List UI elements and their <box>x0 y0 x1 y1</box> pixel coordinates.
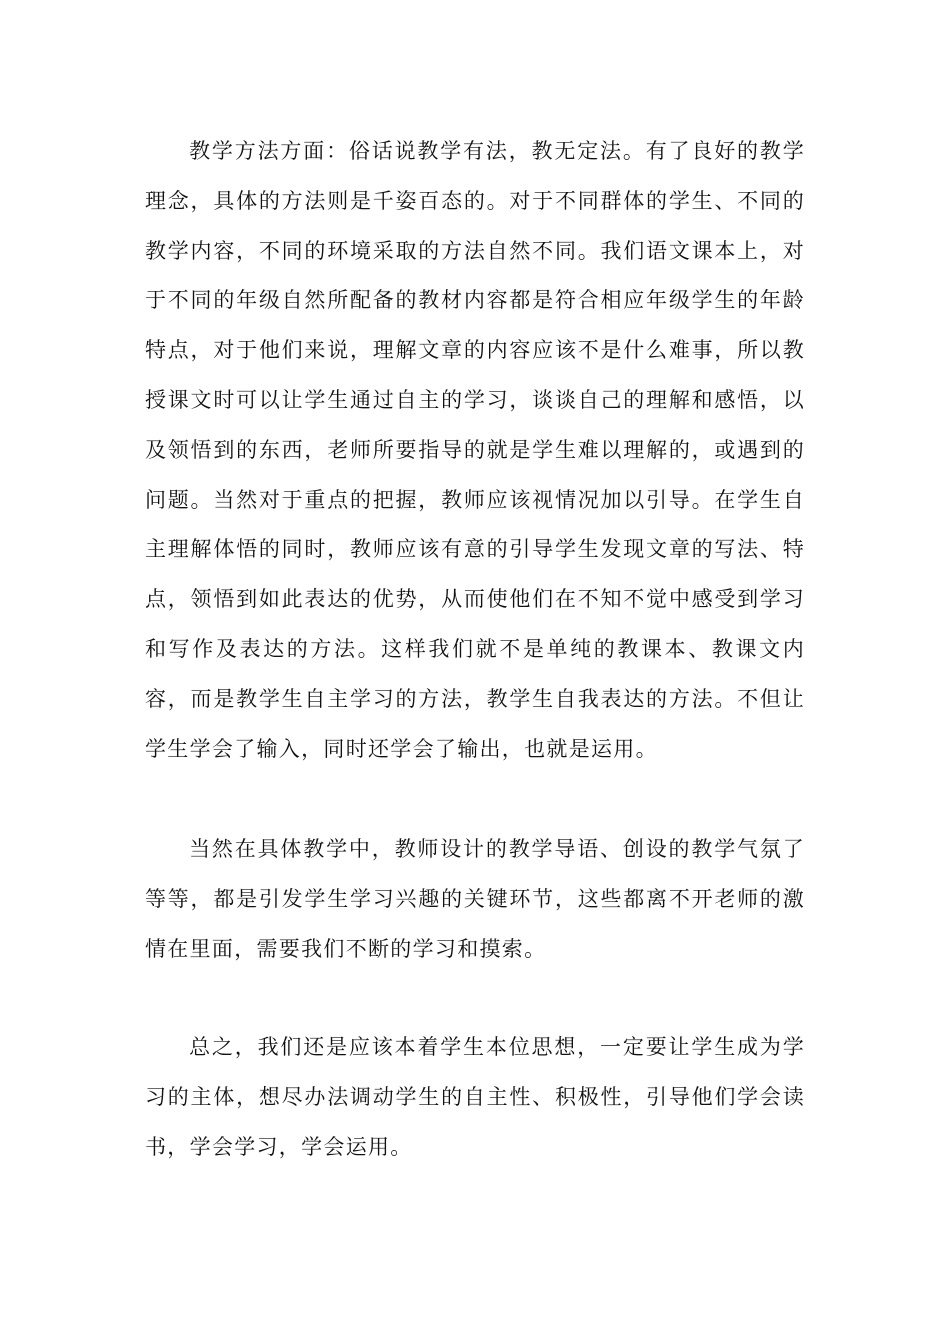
paragraph-teaching-atmosphere: 当然在具体教学中，教师设计的教学导语、创设的教学气氛了等等，都是引发学生学习兴趣的关键环节，这些都离不开老师的激情在里面，需要我们不断的学习和摸索。 <box>145 837 805 961</box>
paragraph-conclusion: 总之，我们还是应该本着学生本位思想，一定要让学生成为学习的主体，想尽办法调动学生的自主性、积极性，引导他们学会读书，学会学习，学会运用。 <box>145 1035 805 1159</box>
paragraph-teaching-methods: 教学方法方面：俗话说教学有法，教无定法。有了良好的教学理念，具体的方法则是千姿百态的。对于不同群体的学生、不同的教学内容，不同的环境采取的方法自然不同。我们语文课本上，对于不同的年级自然所配备的教材内容都是符合相应年级学生的年龄特点，对于他们来说，理解文章的内容应该不是什么难事，所以教授课文时可以让学生通过自主的学习，谈谈自己的理解和感悟，以及领悟到的东西，老师所要指导的就是学生难以理解的，或遇到的问题。当然对于重点的把握，教师应该视情况加以引导。在学生自主理解体悟的同时，教师应该有意的引导学生发现文章的写法、特点，领悟到如此表达的优势，从而使他们在不知不觉中感受到学习和写作及表达的方法。这样我们就不是单纯的教课本、教课文内容，而是教学生自主学习的方法，教学生自我表达的方法。不但让学生学会了输入，同时还学会了输出，也就是运用。 <box>145 139 805 761</box>
